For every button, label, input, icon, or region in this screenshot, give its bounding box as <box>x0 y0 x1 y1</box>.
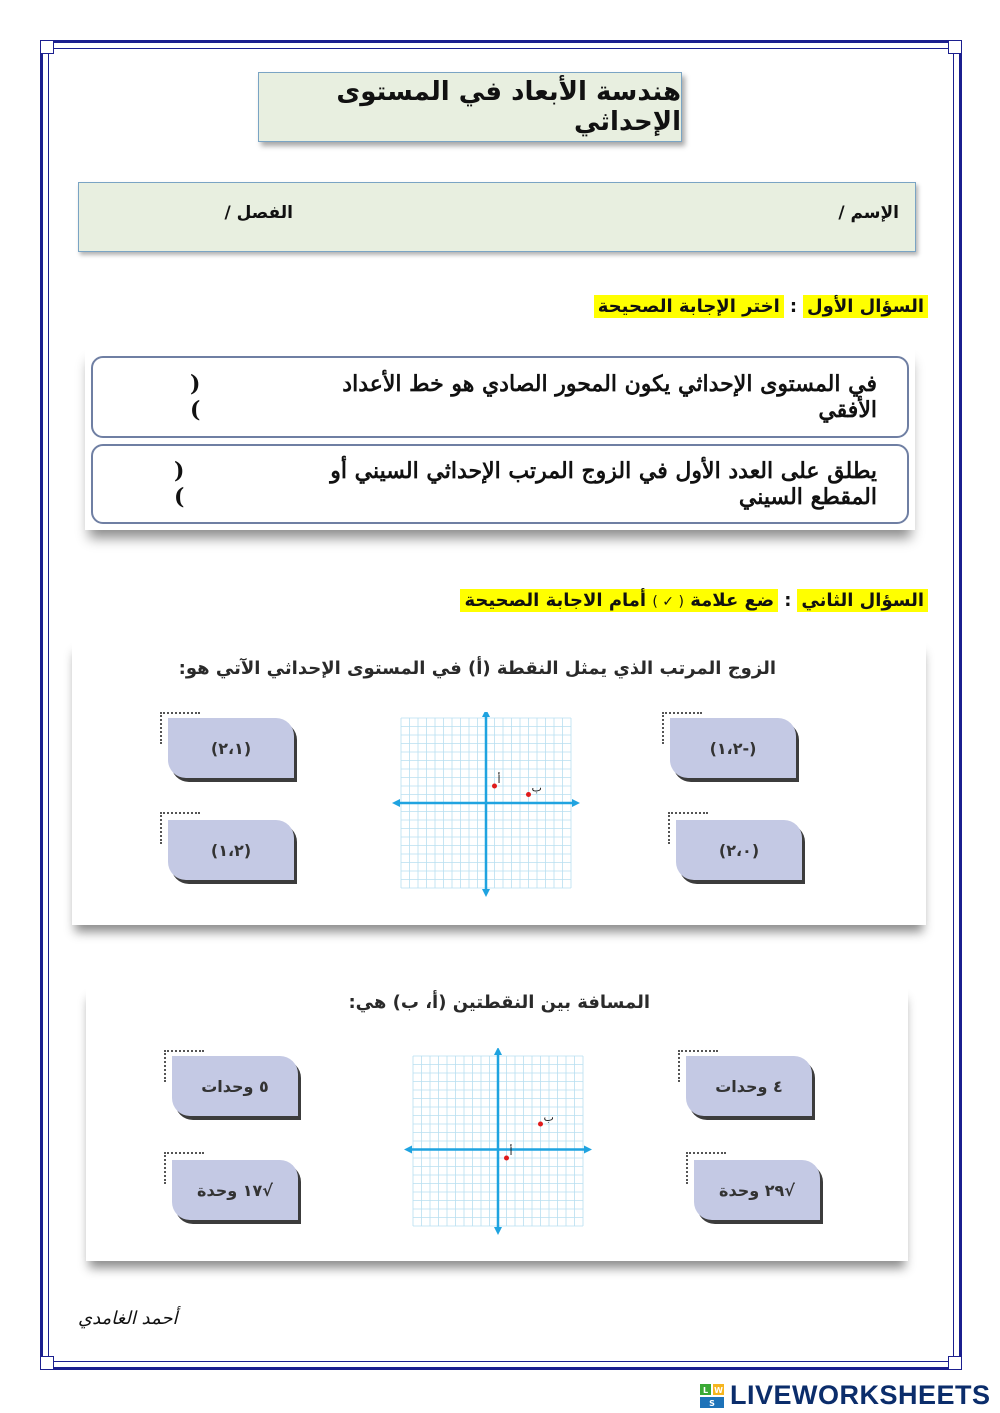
point-label: ب <box>543 1111 554 1124</box>
x-axis-arrow-right <box>572 799 580 807</box>
check-mark: ( ✓ ) <box>652 594 684 610</box>
frame-corner <box>948 1356 962 1370</box>
statement-2-text: يطلق على العدد الأول في الزوج المرتب الإحداثي السيني أو المقطع السيني <box>330 458 877 510</box>
student-info-box <box>78 182 916 252</box>
question2-instruction-a: ضع علامة <box>690 590 775 611</box>
x-axis-arrow-left <box>404 1146 412 1154</box>
question2-label: السؤال الثاني <box>797 589 928 612</box>
y-axis-arrow-down <box>494 1227 502 1235</box>
question1-separator: : <box>789 296 798 317</box>
class-label: الفصل / <box>224 203 293 223</box>
card1-prompt: الزوج المرتب الذي يمثل النقطة (أ) في المستوى الإحداثي الآتي هو: <box>178 658 776 679</box>
question2-separator: : <box>784 590 792 611</box>
worksheet-title: هندسة الأبعاد في المستوى الإحداثي <box>258 72 682 142</box>
answer-blank-2[interactable]: ( ) <box>173 458 225 510</box>
card1-option-3[interactable]: (٢،٠) <box>676 820 802 880</box>
card2-option-1[interactable]: ٤ وحدات <box>686 1056 812 1116</box>
liveworksheets-logo-icon <box>700 1384 724 1408</box>
card2-prompt: المسافة بين النقطتين (أ، ب) هي: <box>348 992 650 1013</box>
card1-coordinate-grid <box>392 712 582 898</box>
point-label: ب <box>531 781 542 795</box>
card2-option-2[interactable]: ٥ وحدات <box>172 1056 298 1116</box>
author-signature: أحمد الغامدي <box>78 1308 178 1329</box>
card2-option-4[interactable]: √١٧ وحدة <box>172 1160 298 1220</box>
card2-coordinate-grid <box>404 1048 594 1236</box>
statement-2 <box>91 444 909 524</box>
question1-label: السؤال الأول <box>803 295 928 318</box>
point-marker <box>526 792 531 797</box>
point-label: أ <box>509 1145 513 1158</box>
y-axis-arrow-up <box>482 712 490 717</box>
statement-1 <box>91 356 909 438</box>
question1-heading <box>594 295 928 318</box>
x-axis-arrow-left <box>392 799 400 807</box>
logo-letter: L <box>702 1385 709 1395</box>
point-marker <box>504 1156 509 1161</box>
question2-instruction-b: أمام الاجابة الصحيحة <box>464 590 647 611</box>
point-marker <box>538 1122 543 1127</box>
name-label: الإسم / <box>838 203 899 223</box>
frame-corner <box>948 40 962 54</box>
question1-instruction: اختر الإجابة الصحيحة <box>594 295 784 318</box>
question2-heading <box>460 589 928 612</box>
card1-option-1[interactable]: (-١،٢) <box>670 718 796 778</box>
question-card-2 <box>86 986 908 1261</box>
statement-1-text: في المستوى الإحداثي يكون المحور الصادي هو خط الأعداد الأفقي <box>342 371 877 423</box>
point-label: أ <box>497 773 501 786</box>
frame-corner <box>40 40 54 54</box>
question2-instruction <box>460 589 778 612</box>
card1-option-2[interactable]: (٢،١) <box>168 718 294 778</box>
y-axis-arrow-up <box>494 1048 502 1055</box>
answer-blank-1[interactable]: ( ) <box>189 371 241 423</box>
brand-text: LIVEWORKSHEETS <box>730 1380 991 1410</box>
card1-option-4[interactable]: (١،٢) <box>168 820 294 880</box>
point-marker <box>492 784 497 789</box>
question-card-1 <box>72 640 926 925</box>
frame-corner <box>40 1356 54 1370</box>
card2-option-3[interactable]: √٢٩ وحدة <box>694 1160 820 1220</box>
liveworksheets-logo <box>700 1380 991 1411</box>
logo-letter: S <box>709 1398 715 1408</box>
question1-panel <box>85 346 915 530</box>
y-axis-arrow-down <box>482 889 490 897</box>
logo-letter: W <box>714 1385 723 1395</box>
x-axis-arrow-right <box>584 1146 592 1154</box>
